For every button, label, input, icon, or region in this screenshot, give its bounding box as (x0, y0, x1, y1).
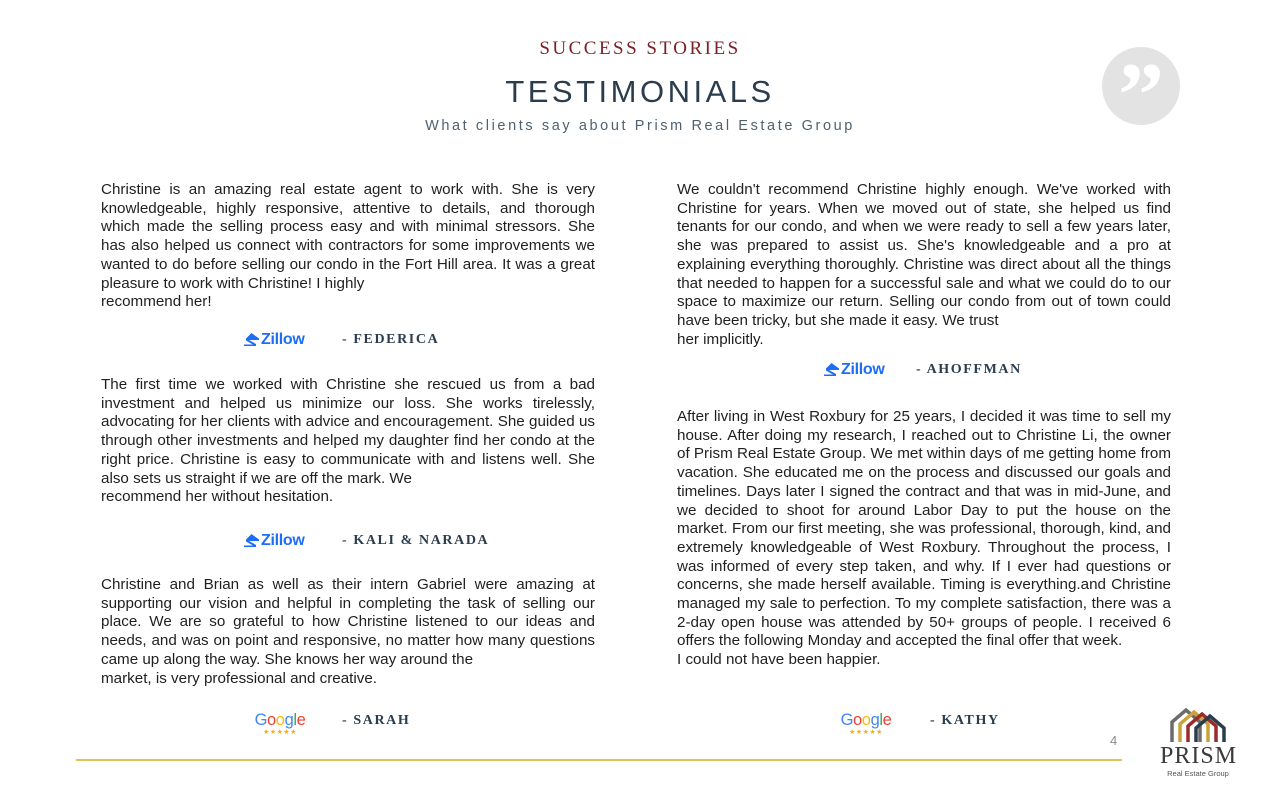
review-author: - KALI & NARADA (342, 533, 490, 548)
review-author: - FEDERICA (342, 332, 440, 347)
review-author: - KATHY (930, 713, 1000, 728)
page-subtitle: What clients say about Prism Real Estate Group (425, 118, 855, 134)
review-text-2: The first time we worked with Christine she rescued us from a bad investment and helped us minimize our loss. She works tirelessly, advocating for her clients with advice and encouragement. She guided us through other investments and helped my daughter find her condo at the right price. Christine is easy to communicate with and listens well. She also sets us straight if we are off the mark. We recommend her without hesitation. (101, 376, 595, 506)
review-author: - AHOFFMAN (916, 362, 1022, 377)
review-author: - SARAH (342, 713, 411, 728)
review-text-4: We couldn't recommend Christine highly enough. We've worked with Christine for years. When we moved out of state, she helped us find tenants for our condo, and when we were ready to sell a few years later, she was prepared to assist us. She's knowledgeable and a pro at explaining everything thoroughly. Christine was direct about all the things that needed to happen for a successful sale and what we could do to our space to maximize our return. Selling our condo from out of town could have been tricky, but she made it easy. We trust her implicitly. (677, 181, 1171, 348)
google-logo-icon: Google ★★★★★ (840, 711, 892, 736)
google-logo-icon: Google ★★★★★ (254, 711, 306, 736)
zillow-logo-icon: Zillow (824, 361, 885, 379)
eyebrow-heading: SUCCESS STORIES (539, 38, 741, 59)
review-attribution-5 (836, 711, 1136, 741)
review-text-1: Christine is an amazing real estate agent to work with. She is very knowledgeable, highly responsive, attentive to details, and thorough which made the selling process easy and with minimal stressors. She has also helped us connect with contractors for some improvements we wanted to do before selling our condo in the Fort Hill area. It was a great pleasure to work with Christine! I highly recommend her! (101, 181, 595, 311)
prism-logo (1160, 706, 1236, 780)
zillow-logo-icon: Zillow (244, 331, 305, 349)
review-attribution-1 (244, 327, 544, 357)
page-number: 4 (1110, 733, 1118, 748)
page-title: TESTIMONIALS (505, 74, 775, 109)
footer-rule (76, 759, 1122, 761)
quote-mark-icon: ” (1102, 47, 1180, 125)
prism-house-icon (1166, 706, 1230, 742)
review-text-3: Christine and Brian as well as their intern Gabriel were amazing at supporting our vision and helpful in completing the task of selling our place. We are so grateful to how Christine listened to our ideas and needs, and was on point and responsive, no matter how many questions came up along the way. She knows her way around the market, is very professional and creative. (101, 576, 595, 687)
review-attribution-4 (824, 357, 1124, 387)
logo-tagline: Real Estate Group (1167, 769, 1229, 778)
zillow-logo-icon: Zillow (244, 532, 305, 550)
logo-wordmark: PRISM (1160, 743, 1238, 769)
review-attribution-2 (244, 528, 544, 558)
review-text-5: After living in West Roxbury for 25 years, I decided it was time to sell my house. After doing my research, I reached out to Christine Li, the owner of Prism Real Estate Group. We met within days of me getting home from vacation. She educated me on the process and discussed our goals and timelines. Days later I signed the contract and that was in mid-June, and we decided to shoot for around Labor Day to put the house on the market. From our first meeting, she was professional, thorough, kind, and extremely knowledgeable of West Roxbury. Throughout the process, I was informed of every step taken, and why. If I ever had questions or concerns, she made herself available. Timing is everything.and Christine managed my sale to perfection. To my complete satisfaction, there was a 2-day open house was attended by 50+ groups of people. I received 6 offers the following Monday and accepted the final offer that week. I could not have been happier. (677, 408, 1171, 669)
review-attribution-3 (250, 711, 550, 741)
